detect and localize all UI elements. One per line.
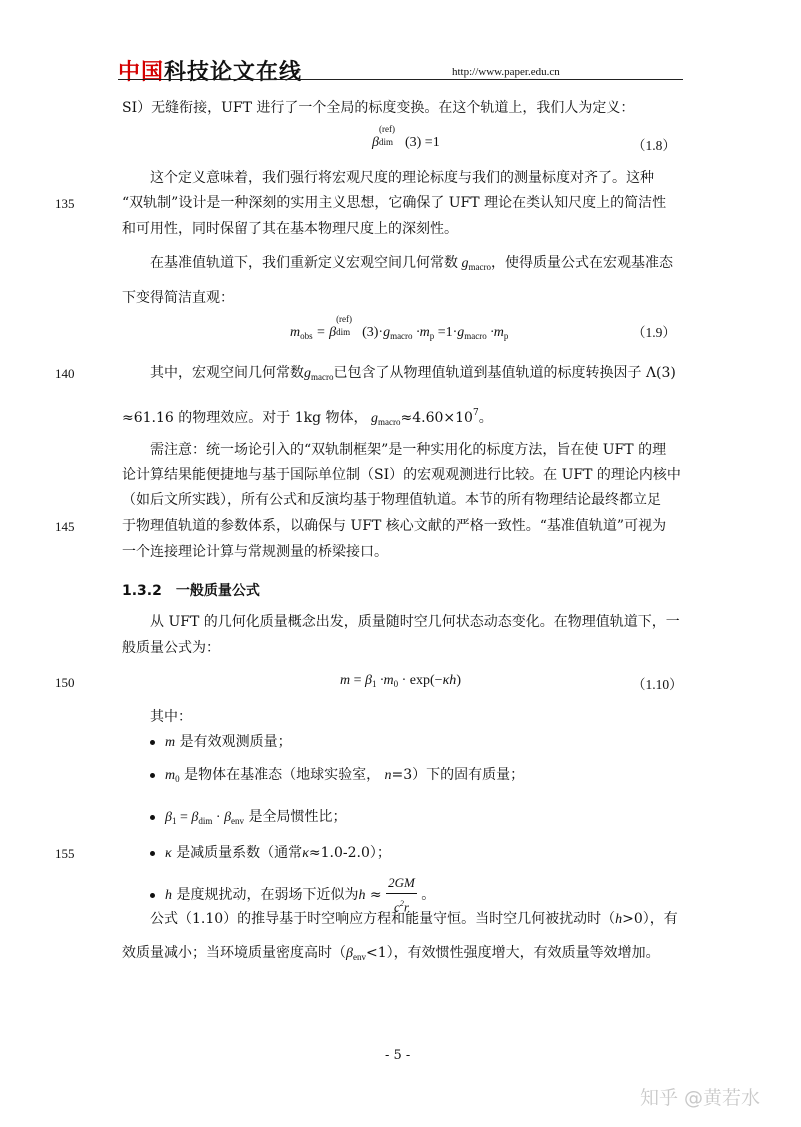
text-segment: ≈1.0-2.0）； [308,845,391,861]
text-segment: 是度规扰动，在弱场下近似为 [176,887,359,904]
list-item: $m_0$ 是物体在基准态（地球实验室， n=3）下的固有质量； [150,765,524,789]
list-item: κ 是减质量系数（通常κ≈1.0-2.0）； [150,843,391,864]
text-line: （如后文所实践），所有公式和反演均基于物理值轨道。本节的所有物理结论最终都立足 [122,492,661,508]
text-line: “双轨制”设计是一种深刻的实用主义思想，它确保了 UFT 理论在类认知尺度上的简洁性 [122,195,667,211]
line-number: 155 [55,846,75,861]
page-number: - 5 - [385,1048,411,1063]
section-heading: 1.3.2 一般质量公式 [122,583,260,599]
text-segment: 。 [478,410,493,426]
text-line: 从 UFT 的几何化质量概念出发，质量随时空几何状态动态变化。在物理值轨道下，一 [150,614,680,630]
bullet-dot [150,893,155,898]
text-segment: ≈61.16 的物理效应。对于 1kg 物体， [122,410,368,426]
equation-number: （1.9） [632,325,676,340]
text-line: 一个连接理论计算与常规测量的桥梁接口。 [122,544,388,560]
line-number: 135 [55,196,75,211]
text-line: 其中，宏观空间几何常数$g_{macro}$已包含了从物理值轨道到基值轨道的标度转换因子 Λ(3) [150,365,676,382]
equation-1-9: $m_{obs} = \beta$ (ref) dim $(3)\cdot g_{macro} \cdot m_p =1\cdot g_{macro} \cdot m_p$ [290,314,509,341]
list-item: h 是度规扰动，在弱场下近似为h ≈ $\frac{2GM}{c^2r}$ 。 [150,873,435,917]
text-segment: <1），有效惯性强度增大，有效质量等效增加。 [365,945,660,961]
logo-red-text: 中国 [118,60,165,85]
list-item: $\beta_1 = \beta_{dim} \cdot \beta_{env}$ 是全局惯性比； [150,807,347,831]
list-item: m 是有效观测质量； [150,732,292,753]
text-segment: 是物体在基准态（地球实验室， [184,767,381,783]
text-line: 于物理值轨道的参数体系，以确保与 UFT 核心文献的严格一致性。“基准值轨道”可视为 [122,518,667,534]
bullet-dot [150,851,155,856]
watermark: 知乎 @黄若水 [640,1087,761,1109]
equation-1-8: β (ref) dim (3) =1 [372,124,440,150]
line-number: 140 [55,366,75,381]
text-segment: 公式（1.10）的推导基于时空响应方程和能量守恒。当时空几何被扰动时（ [150,911,616,927]
text-segment: 效质量减小；当环境质量密度高时（ [122,945,346,961]
text-line: 其中： [150,709,192,725]
text-line: 需注意：统一场论引入的“双轨制框架”是一种实用化的标度方法，旨在使 UFT 的理 [150,442,667,458]
text-segment: 在基准值轨道下，我们重新定义宏观空间几何常数 [150,255,458,271]
text-line: ≈61.16 的物理效应。对于 1kg 物体， $g_{macro}\approx 4.60\times 10^7$。 [122,408,493,427]
bullet-dot [150,773,155,778]
text-line: 下变得简洁直观： [122,290,234,306]
text-line: 效质量减小；当环境质量密度高时$(\beta_{env}<1)$，有效惯性强度增大，有效质量等效增加。 [122,945,660,962]
text-segment: 其中，宏观空间几何常数 [150,365,304,381]
text-line: 这个定义意味着，我们强行将宏观尺度的理论标度与我们的测量标度对齐了。这种 [150,170,654,186]
superscript: 7 [472,408,479,418]
header-rule [118,79,683,80]
equation-number: （1.8） [632,138,676,153]
bullet-dot [150,815,155,820]
journal-logo [118,55,302,86]
equation-1-10: $m = \beta_1 \cdot m_0 \cdot \exp(-\kappa h)$ [340,673,461,689]
line-number: 150 [55,675,75,690]
equation-number: （1.10） [632,677,683,692]
text-segment: =3）下的固有质量； [391,767,525,783]
fraction: $\frac{2GM}{c^2r}$ [388,875,415,915]
text-segment: 是有效观测质量； [179,734,292,750]
header-url: http://www.paper.edu.cn [452,66,560,78]
text-segment: ，使得质量公式在宏观基准态 [491,255,673,271]
text-segment: >0），有 [622,911,678,927]
text-line: 般质量公式为： [122,640,220,656]
text-segment: 已包含了从物理值轨道到基值轨道的标度转换因子 Λ(3) [333,365,676,381]
text-segment: 。 [421,887,436,904]
text-line: 论计算结果能便捷地与基于国际单位制（SI）的宏观观测进行比较。在 UFT 的理论内核中 [122,467,681,483]
text-line: 和可用性，同时保留了其在基本物理尺度上的深刻性。 [122,221,458,237]
logo-black-text: 科技论文在线 [164,60,303,85]
text-line: 在基准值轨道下，我们重新定义宏观空间几何常数 $g_{macro}$，使得质量公式在宏观基准态 [150,255,673,272]
text-line: 公式（1.10）的推导基于时空响应方程和能量守恒。当时空几何被扰动时（h>0），有 [150,911,678,927]
text-segment: ≈4.60×10 [400,410,473,426]
line-number: 145 [55,519,75,534]
text-segment: 是减质量系数（通常 [176,845,303,861]
bullet-dot [150,740,155,745]
text-line: SI）无缝衔接，UFT 进行了一个全局的标度变换。在这个轨道上，我们人为定义： [122,100,635,116]
text-segment: 是全局惯性比； [248,809,347,825]
